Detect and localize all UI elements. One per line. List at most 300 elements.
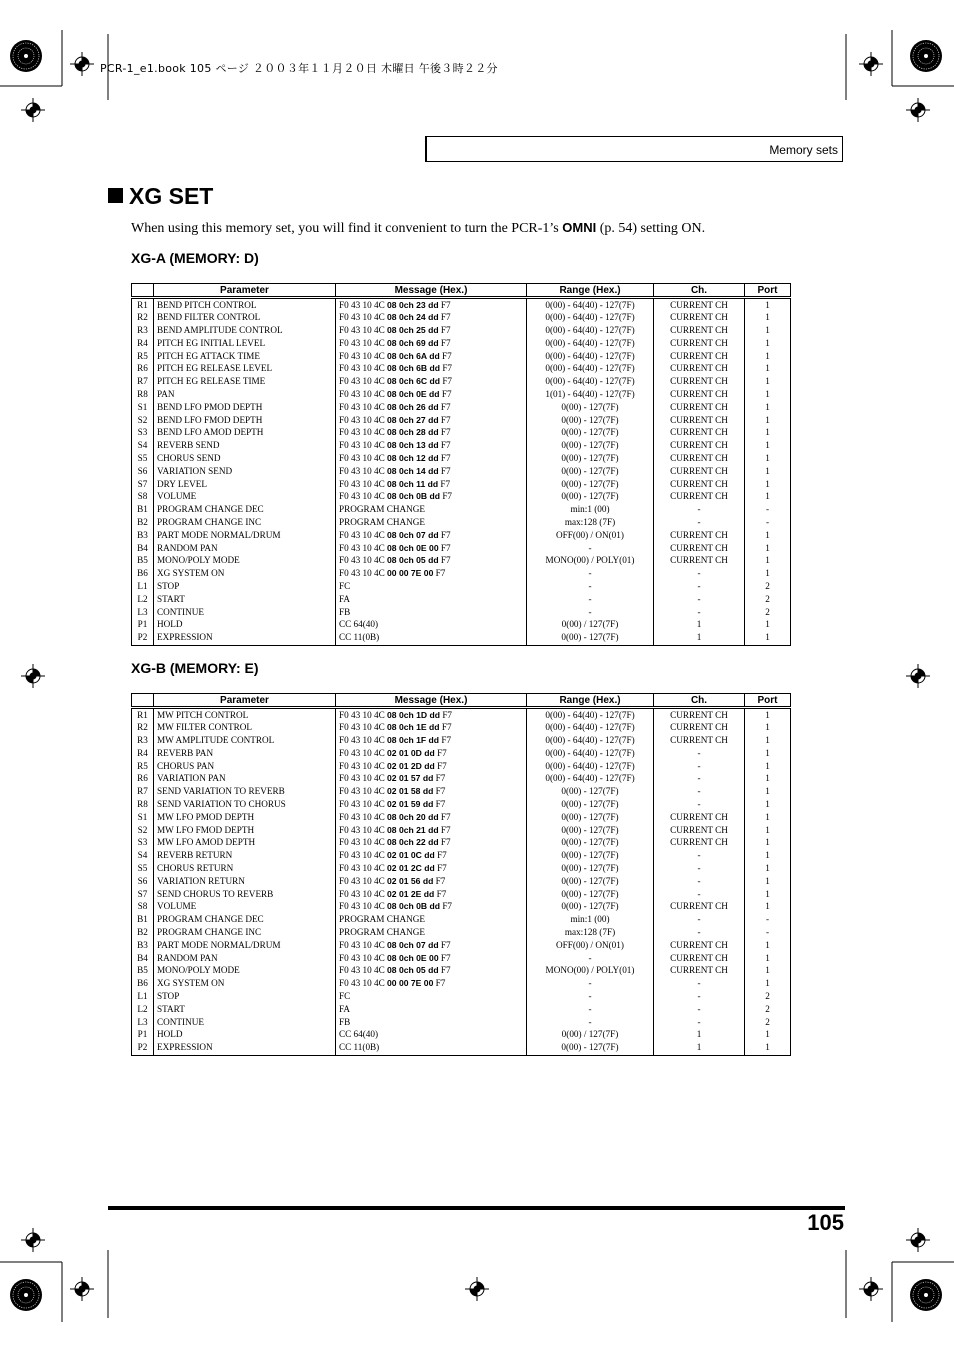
port-cell: 2: [745, 991, 791, 1004]
square-bullet-icon: [108, 188, 123, 203]
range-cell: max:128 (7F): [527, 517, 654, 530]
table-row: [132, 773, 791, 786]
xg-a-table: [131, 283, 791, 646]
range-cell: 0(00) - 127(7F): [527, 478, 654, 491]
message-cell: CC 11(0B): [336, 632, 527, 645]
message-cell: PROGRAM CHANGE: [336, 927, 527, 940]
range-cell: MONO(00) / POLY(01): [527, 965, 654, 978]
channel-cell: CURRENT CH: [654, 298, 745, 312]
control-id: B3: [132, 529, 154, 542]
control-id: R6: [132, 773, 154, 786]
message-cell: FB: [336, 606, 527, 619]
table-row: [132, 863, 791, 876]
port-cell: -: [745, 927, 791, 940]
control-id: S2: [132, 824, 154, 837]
range-cell: 0(00) - 64(40) - 127(7F): [527, 363, 654, 376]
section-label-box: [425, 136, 843, 162]
message-cell: PROGRAM CHANGE: [336, 504, 527, 517]
message-cell: F0 43 10 4C 02 01 58 dd F7: [336, 786, 527, 799]
port-cell: 1: [745, 568, 791, 581]
table-row: [132, 363, 791, 376]
control-id: R8: [132, 389, 154, 402]
range-cell: -: [527, 542, 654, 555]
channel-cell: -: [654, 517, 745, 530]
table-row: [132, 747, 791, 760]
channel-cell: -: [654, 978, 745, 991]
parameter-cell: BEND FILTER CONTROL: [154, 312, 336, 325]
message-cell: F0 43 10 4C 08 0ch 1D dd F7: [336, 708, 527, 722]
parameter-cell: EXPRESSION: [154, 632, 336, 645]
range-cell: -: [527, 593, 654, 606]
table-row: [132, 465, 791, 478]
control-id: R4: [132, 747, 154, 760]
port-cell: 1: [745, 453, 791, 466]
port-cell: 1: [745, 440, 791, 453]
table-row: [132, 401, 791, 414]
footer-rule: [108, 1206, 845, 1210]
port-cell: 1: [745, 401, 791, 414]
table-row: [132, 875, 791, 888]
message-cell: FA: [336, 1003, 527, 1016]
channel-cell: 1: [654, 632, 745, 645]
channel-cell: CURRENT CH: [654, 722, 745, 735]
table-row: [132, 632, 791, 645]
table-row: [132, 440, 791, 453]
parameter-cell: MW LFO FMOD DEPTH: [154, 824, 336, 837]
message-cell: CC 64(40): [336, 1029, 527, 1042]
port-cell: 1: [745, 773, 791, 786]
channel-cell: CURRENT CH: [654, 965, 745, 978]
port-cell: 1: [745, 376, 791, 389]
control-id: R6: [132, 363, 154, 376]
parameter-cell: EXPRESSION: [154, 1042, 336, 1055]
control-id: B3: [132, 939, 154, 952]
table-row: [132, 593, 791, 606]
message-cell: F0 43 10 4C 08 0ch 27 dd F7: [336, 414, 527, 427]
range-cell: -: [527, 991, 654, 1004]
table-row: [132, 619, 791, 632]
control-id: R5: [132, 760, 154, 773]
message-cell: PROGRAM CHANGE: [336, 517, 527, 530]
intro-paragraph: When using this memory set, you will find it convenient to turn the PCR-1’s OMNI (p. 54) setting ON.: [131, 220, 706, 236]
message-cell: CC 64(40): [336, 619, 527, 632]
message-cell: PROGRAM CHANGE: [336, 914, 527, 927]
message-cell: F0 43 10 4C 08 0ch 0B dd F7: [336, 901, 527, 914]
range-cell: 0(00) - 64(40) - 127(7F): [527, 708, 654, 722]
parameter-cell: START: [154, 593, 336, 606]
table-row: [132, 952, 791, 965]
control-id: S4: [132, 850, 154, 863]
port-cell: 1: [745, 722, 791, 735]
parameter-cell: PROGRAM CHANGE DEC: [154, 914, 336, 927]
parameter-cell: BEND AMPLITUDE CONTROL: [154, 325, 336, 338]
channel-cell: CURRENT CH: [654, 952, 745, 965]
control-id: L1: [132, 581, 154, 594]
message-cell: F0 43 10 4C 08 0ch 07 dd F7: [336, 529, 527, 542]
table-row: [132, 786, 791, 799]
parameter-cell: PART MODE NORMAL/DRUM: [154, 939, 336, 952]
control-id: S1: [132, 401, 154, 414]
port-cell: 1: [745, 542, 791, 555]
range-cell: 0(00) - 127(7F): [527, 440, 654, 453]
message-cell: F0 43 10 4C 02 01 2D dd F7: [336, 760, 527, 773]
parameter-cell: VARIATION PAN: [154, 773, 336, 786]
range-cell: -: [527, 568, 654, 581]
control-id: R5: [132, 350, 154, 363]
column-header: Parameter: [154, 694, 336, 708]
range-cell: -: [527, 581, 654, 594]
port-cell: 1: [745, 389, 791, 402]
table-row: [132, 568, 791, 581]
range-cell: 0(00) - 127(7F): [527, 875, 654, 888]
message-cell: F0 43 10 4C 08 0ch 6B dd F7: [336, 363, 527, 376]
control-id: B5: [132, 555, 154, 568]
message-cell: F0 43 10 4C 02 01 56 dd F7: [336, 875, 527, 888]
message-cell: F0 43 10 4C 08 0ch 05 dd F7: [336, 555, 527, 568]
channel-cell: 1: [654, 1029, 745, 1042]
message-cell: F0 43 10 4C 08 0ch 6A dd F7: [336, 350, 527, 363]
port-cell: -: [745, 504, 791, 517]
message-cell: F0 43 10 4C 08 0ch 25 dd F7: [336, 325, 527, 338]
section-label: Memory sets: [769, 143, 838, 157]
channel-cell: -: [654, 747, 745, 760]
channel-cell: -: [654, 914, 745, 927]
table-row: [132, 850, 791, 863]
port-cell: 1: [745, 888, 791, 901]
message-cell: F0 43 10 4C 02 01 0D dd F7: [336, 747, 527, 760]
message-cell: F0 43 10 4C 08 0ch 22 dd F7: [336, 837, 527, 850]
table-row: [132, 991, 791, 1004]
channel-cell: -: [654, 850, 745, 863]
table-row: [132, 350, 791, 363]
range-cell: 0(00) - 127(7F): [527, 863, 654, 876]
parameter-cell: MW PITCH CONTROL: [154, 708, 336, 722]
channel-cell: CURRENT CH: [654, 708, 745, 722]
parameter-cell: HOLD: [154, 619, 336, 632]
table-row: [132, 325, 791, 338]
channel-cell: -: [654, 773, 745, 786]
parameter-cell: BEND LFO FMOD DEPTH: [154, 414, 336, 427]
table-b-heading: XG-B (MEMORY: E): [131, 660, 259, 676]
channel-cell: -: [654, 927, 745, 940]
channel-cell: -: [654, 1003, 745, 1016]
channel-cell: CURRENT CH: [654, 811, 745, 824]
table-row: [132, 1042, 791, 1055]
port-cell: 1: [745, 863, 791, 876]
col-blank: [132, 694, 154, 708]
table-row: [132, 312, 791, 325]
control-id: B2: [132, 517, 154, 530]
port-cell: 1: [745, 965, 791, 978]
port-cell: 2: [745, 1016, 791, 1029]
port-cell: 1: [745, 760, 791, 773]
port-cell: 1: [745, 1029, 791, 1042]
channel-cell: 1: [654, 1042, 745, 1055]
channel-cell: CURRENT CH: [654, 837, 745, 850]
message-cell: F0 43 10 4C 08 0ch 13 dd F7: [336, 440, 527, 453]
range-cell: 0(00) - 64(40) - 127(7F): [527, 760, 654, 773]
control-id: S8: [132, 901, 154, 914]
message-cell: F0 43 10 4C 08 0ch 1E dd F7: [336, 722, 527, 735]
channel-cell: CURRENT CH: [654, 465, 745, 478]
parameter-cell: PITCH EG RELEASE TIME: [154, 376, 336, 389]
channel-cell: -: [654, 875, 745, 888]
parameter-cell: CHORUS SEND: [154, 453, 336, 466]
channel-cell: CURRENT CH: [654, 325, 745, 338]
parameter-cell: SEND VARIATION TO CHORUS: [154, 799, 336, 812]
parameter-cell: CONTINUE: [154, 606, 336, 619]
channel-cell: CURRENT CH: [654, 350, 745, 363]
table-row: [132, 901, 791, 914]
page-title: [108, 183, 213, 210]
port-cell: 1: [745, 529, 791, 542]
table-row: [132, 824, 791, 837]
range-cell: min:1 (00): [527, 914, 654, 927]
channel-cell: -: [654, 863, 745, 876]
port-cell: 1: [745, 465, 791, 478]
control-id: R7: [132, 376, 154, 389]
table-row: [132, 581, 791, 594]
port-cell: -: [745, 914, 791, 927]
parameter-cell: MONO/POLY MODE: [154, 555, 336, 568]
message-cell: F0 43 10 4C 08 0ch 1F dd F7: [336, 735, 527, 748]
parameter-cell: BEND LFO AMOD DEPTH: [154, 427, 336, 440]
parameter-cell: VOLUME: [154, 901, 336, 914]
control-id: R7: [132, 786, 154, 799]
message-cell: F0 43 10 4C 02 01 57 dd F7: [336, 773, 527, 786]
control-id: B5: [132, 965, 154, 978]
message-cell: F0 43 10 4C 08 0ch 21 dd F7: [336, 824, 527, 837]
control-id: R1: [132, 298, 154, 312]
control-id: L2: [132, 1003, 154, 1016]
message-cell: F0 43 10 4C 08 0ch 14 dd F7: [336, 465, 527, 478]
control-id: S4: [132, 440, 154, 453]
range-cell: max:128 (7F): [527, 927, 654, 940]
range-cell: 0(00) - 127(7F): [527, 414, 654, 427]
control-id: S8: [132, 491, 154, 504]
range-cell: 0(00) - 127(7F): [527, 901, 654, 914]
table-row: [132, 414, 791, 427]
parameter-cell: RANDOM PAN: [154, 952, 336, 965]
message-cell: F0 43 10 4C 08 0ch 24 dd F7: [336, 312, 527, 325]
table-row: [132, 606, 791, 619]
control-id: S6: [132, 465, 154, 478]
port-cell: 1: [745, 747, 791, 760]
control-id: R3: [132, 735, 154, 748]
parameter-cell: RANDOM PAN: [154, 542, 336, 555]
parameter-cell: PROGRAM CHANGE DEC: [154, 504, 336, 517]
message-cell: F0 43 10 4C 08 0ch 07 dd F7: [336, 939, 527, 952]
control-id: S5: [132, 453, 154, 466]
table-row: [132, 453, 791, 466]
channel-cell: CURRENT CH: [654, 453, 745, 466]
channel-cell: CURRENT CH: [654, 824, 745, 837]
table-row: [132, 927, 791, 940]
table-row: [132, 529, 791, 542]
table-row: [132, 337, 791, 350]
page-title-text: XG SET: [129, 183, 214, 209]
parameter-cell: STOP: [154, 581, 336, 594]
range-cell: MONO(00) / POLY(01): [527, 555, 654, 568]
table-row: [132, 811, 791, 824]
channel-cell: CURRENT CH: [654, 901, 745, 914]
parameter-cell: PAN: [154, 389, 336, 402]
message-cell: F0 43 10 4C 00 00 7E 00 F7: [336, 978, 527, 991]
channel-cell: CURRENT CH: [654, 389, 745, 402]
range-cell: 0(00) - 127(7F): [527, 888, 654, 901]
range-cell: 0(00) - 64(40) - 127(7F): [527, 325, 654, 338]
parameter-cell: PITCH EG INITIAL LEVEL: [154, 337, 336, 350]
table-row: [132, 504, 791, 517]
message-cell: F0 43 10 4C 08 0ch 26 dd F7: [336, 401, 527, 414]
range-cell: 0(00) - 64(40) - 127(7F): [527, 376, 654, 389]
parameter-cell: BEND PITCH CONTROL: [154, 298, 336, 312]
message-cell: F0 43 10 4C 00 00 7E 00 F7: [336, 568, 527, 581]
channel-cell: -: [654, 1016, 745, 1029]
table-row: [132, 555, 791, 568]
table-row: [132, 799, 791, 812]
parameter-cell: REVERB PAN: [154, 747, 336, 760]
range-cell: -: [527, 606, 654, 619]
range-cell: 0(00) - 127(7F): [527, 427, 654, 440]
range-cell: -: [527, 1016, 654, 1029]
control-id: R2: [132, 312, 154, 325]
column-header: Message (Hex.): [336, 284, 527, 298]
port-cell: 2: [745, 1003, 791, 1016]
range-cell: 0(00) - 127(7F): [527, 401, 654, 414]
channel-cell: -: [654, 991, 745, 1004]
range-cell: 0(00) - 64(40) - 127(7F): [527, 773, 654, 786]
column-header: Ch.: [654, 284, 745, 298]
range-cell: OFF(00) / ON(01): [527, 529, 654, 542]
control-id: S3: [132, 837, 154, 850]
channel-cell: -: [654, 786, 745, 799]
table-row: [132, 708, 791, 722]
range-cell: 0(00) - 127(7F): [527, 837, 654, 850]
range-cell: -: [527, 952, 654, 965]
table-row: [132, 722, 791, 735]
control-id: L1: [132, 991, 154, 1004]
port-cell: 1: [745, 619, 791, 632]
table-row: [132, 965, 791, 978]
port-cell: 1: [745, 811, 791, 824]
parameter-cell: PROGRAM CHANGE INC: [154, 517, 336, 530]
channel-cell: CURRENT CH: [654, 376, 745, 389]
parameter-cell: SEND VARIATION TO REVERB: [154, 786, 336, 799]
port-cell: 1: [745, 875, 791, 888]
channel-cell: CURRENT CH: [654, 337, 745, 350]
range-cell: 0(00) / 127(7F): [527, 1029, 654, 1042]
port-cell: -: [745, 517, 791, 530]
channel-cell: -: [654, 760, 745, 773]
port-cell: 1: [745, 799, 791, 812]
control-id: P2: [132, 1042, 154, 1055]
parameter-cell: PROGRAM CHANGE INC: [154, 927, 336, 940]
control-id: S6: [132, 875, 154, 888]
message-cell: F0 43 10 4C 08 0ch 6C dd F7: [336, 376, 527, 389]
port-cell: 2: [745, 593, 791, 606]
parameter-cell: MW LFO AMOD DEPTH: [154, 837, 336, 850]
port-cell: 1: [745, 850, 791, 863]
control-id: R3: [132, 325, 154, 338]
control-id: R2: [132, 722, 154, 735]
message-cell: F0 43 10 4C 08 0ch 20 dd F7: [336, 811, 527, 824]
port-cell: 1: [745, 939, 791, 952]
parameter-cell: VARIATION SEND: [154, 465, 336, 478]
table-row: [132, 478, 791, 491]
parameter-cell: MW AMPLITUDE CONTROL: [154, 735, 336, 748]
channel-cell: CURRENT CH: [654, 939, 745, 952]
port-cell: 1: [745, 901, 791, 914]
column-header: Range (Hex.): [527, 284, 654, 298]
range-cell: 0(00) - 127(7F): [527, 811, 654, 824]
control-id: B1: [132, 504, 154, 517]
column-header: Port: [745, 694, 791, 708]
parameter-cell: CONTINUE: [154, 1016, 336, 1029]
parameter-cell: VARIATION RETURN: [154, 875, 336, 888]
port-cell: 1: [745, 337, 791, 350]
message-cell: FC: [336, 991, 527, 1004]
channel-cell: CURRENT CH: [654, 440, 745, 453]
channel-cell: CURRENT CH: [654, 478, 745, 491]
range-cell: 0(00) - 127(7F): [527, 465, 654, 478]
range-cell: 0(00) / 127(7F): [527, 619, 654, 632]
control-id: B4: [132, 952, 154, 965]
channel-cell: -: [654, 593, 745, 606]
control-id: L2: [132, 593, 154, 606]
control-id: S3: [132, 427, 154, 440]
range-cell: 0(00) - 127(7F): [527, 632, 654, 645]
table-row: [132, 914, 791, 927]
port-cell: 1: [745, 837, 791, 850]
port-cell: 1: [745, 427, 791, 440]
control-id: S5: [132, 863, 154, 876]
parameter-cell: PITCH EG RELEASE LEVEL: [154, 363, 336, 376]
range-cell: 1(01) - 64(40) - 127(7F): [527, 389, 654, 402]
message-cell: F0 43 10 4C 08 0ch 0E 00 F7: [336, 952, 527, 965]
table-row: [132, 837, 791, 850]
control-id: P1: [132, 1029, 154, 1042]
parameter-cell: XG SYSTEM ON: [154, 978, 336, 991]
channel-cell: -: [654, 888, 745, 901]
port-cell: 1: [745, 491, 791, 504]
range-cell: 0(00) - 64(40) - 127(7F): [527, 337, 654, 350]
parameter-cell: STOP: [154, 991, 336, 1004]
message-cell: F0 43 10 4C 08 0ch 23 dd F7: [336, 298, 527, 312]
message-cell: F0 43 10 4C 08 0ch 05 dd F7: [336, 965, 527, 978]
message-cell: F0 43 10 4C 02 01 59 dd F7: [336, 799, 527, 812]
parameter-cell: CHORUS RETURN: [154, 863, 336, 876]
column-header: Message (Hex.): [336, 694, 527, 708]
parameter-cell: MONO/POLY MODE: [154, 965, 336, 978]
port-cell: 2: [745, 606, 791, 619]
range-cell: 0(00) - 64(40) - 127(7F): [527, 722, 654, 735]
parameter-cell: BEND LFO PMOD DEPTH: [154, 401, 336, 414]
port-cell: 1: [745, 978, 791, 991]
range-cell: 0(00) - 64(40) - 127(7F): [527, 747, 654, 760]
port-cell: 1: [745, 414, 791, 427]
range-cell: 0(00) - 127(7F): [527, 1042, 654, 1055]
table-row: [132, 298, 791, 312]
range-cell: min:1 (00): [527, 504, 654, 517]
control-id: R1: [132, 708, 154, 722]
channel-cell: -: [654, 568, 745, 581]
print-header: PCR-1_e1.book 105 ページ ２００３年１１月２０日 木曜日 午後３時２２分: [100, 62, 498, 75]
table-a-heading: XG-A (MEMORY: D): [131, 250, 259, 266]
table-row: [132, 1003, 791, 1016]
port-cell: 1: [745, 350, 791, 363]
range-cell: 0(00) - 64(40) - 127(7F): [527, 298, 654, 312]
